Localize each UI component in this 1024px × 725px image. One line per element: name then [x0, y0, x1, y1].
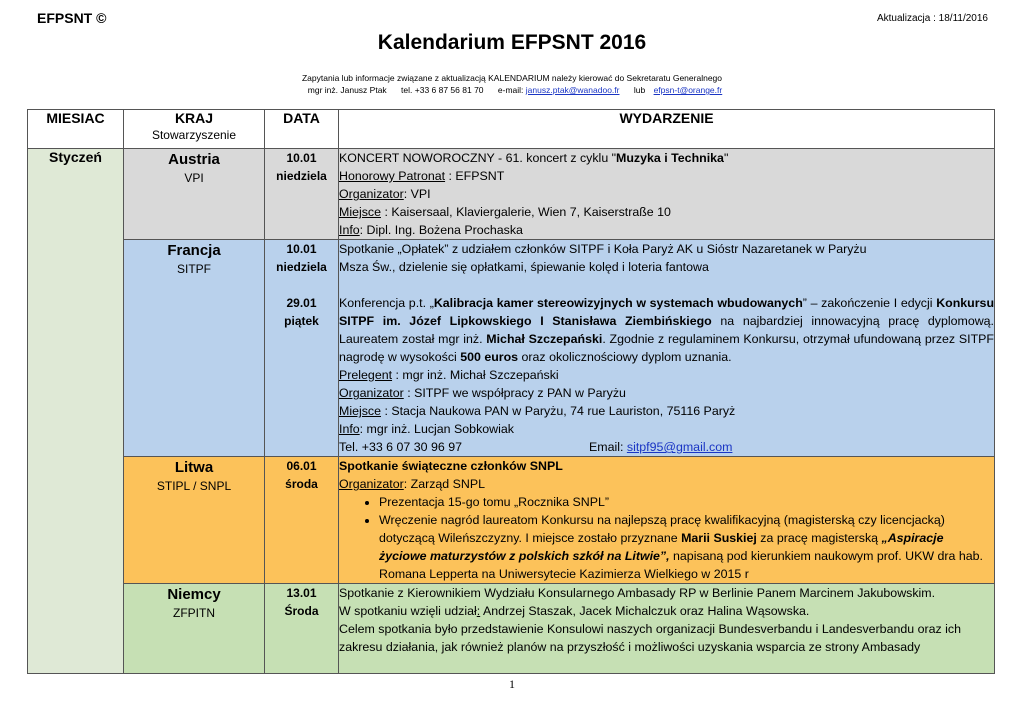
country-cell	[124, 240, 265, 457]
contact-email-link-1[interactable]: janusz.ptak@wanadoo.fr	[525, 85, 620, 95]
date-cell	[265, 240, 339, 457]
event-date: 06.01	[286, 459, 317, 473]
list-item: • Prezentacja 15-go tomu „Rocznika SNPL”	[379, 493, 994, 511]
association-name: STIPL / SNPL	[156, 479, 232, 493]
country-name: Niemcy	[167, 586, 221, 603]
association-name: ZFPITN	[173, 606, 215, 620]
event-date: 13.01	[286, 586, 317, 600]
table-row	[28, 584, 995, 674]
association-name: VPI	[184, 171, 204, 185]
table-row	[28, 457, 995, 584]
info-line: Info: Dipl. Ing. Bożena Prochaska	[339, 223, 523, 237]
col-country-subheader: Stowarzyszenie	[151, 128, 237, 142]
page-title: Kalendarium EFPSNT 2016	[377, 31, 647, 54]
country-name: Francja	[167, 242, 221, 259]
association-name: SITPF	[176, 262, 211, 276]
event-cell	[339, 457, 995, 584]
col-date-header: DATA	[265, 110, 339, 149]
event-cell	[339, 149, 995, 240]
event-cell	[339, 584, 995, 674]
event-line: Spotkanie „Opłatek” z udziałem członków SITPF i Koła Paryż AK u Sióstr Nazaretanek w Paryżu	[339, 242, 867, 256]
info-line: Info: mgr inż. Lucjan Sobkowiak	[339, 422, 514, 436]
email-link[interactable]: sitpf95@gmail.com	[626, 440, 733, 454]
date-cell	[265, 584, 339, 674]
tel-email-line: Tel. +33 6 07 30 96 97 Email: sitpf95@gmail.com	[339, 440, 733, 454]
page-number: 1	[509, 677, 515, 691]
event-line: KONCERT NOWOROCZNY - 61. koncert z cyklu "Muzyka i Technika"	[339, 151, 729, 165]
calendar-table	[27, 109, 995, 674]
contact-tel: tel. +33 6 87 56 81 70	[401, 85, 484, 95]
col-event-header: WYDARZENIE	[339, 110, 995, 149]
country-cell	[124, 584, 265, 674]
contact-line	[0, 85, 1024, 95]
table-header-row	[28, 110, 995, 149]
event-line: Spotkanie z Kierownikiem Wydziału Konsularnego Ambasady RP w Berlinie Panem Marcinem Jakubowskim.	[339, 586, 936, 600]
event-cell	[339, 240, 995, 457]
event-title: Spotkanie świąteczne członków SNPL	[339, 459, 563, 473]
speaker-line: Prelegent : mgr inż. Michał Szczepański	[339, 368, 559, 382]
table-row	[28, 149, 995, 240]
col-country-header: KRAJ Stowarzyszenie	[124, 110, 265, 149]
event-date: 10.01	[286, 151, 317, 165]
month-cell: Styczeń	[28, 149, 124, 674]
org-name: EFPSNT ©	[37, 10, 107, 26]
col-month-header: MIESIAC	[28, 110, 124, 149]
organizer-line: Organizator: VPI	[339, 187, 431, 201]
patron-line: Honorowy Patronat : EFPSNT	[339, 169, 505, 183]
update-date: Aktualizacja : 18/11/2016	[876, 13, 988, 24]
event-day: niedziela	[276, 169, 327, 183]
event-day: Środa	[284, 604, 319, 618]
organizer-line: Organizator : SITPF we współpracy z PAN w Paryżu	[339, 386, 626, 400]
event-date: 10.01	[286, 242, 317, 256]
contact-or: lub	[633, 85, 646, 95]
country-name: Litwa	[174, 459, 214, 476]
event-day: niedziela	[276, 260, 327, 274]
event-day: środa	[285, 477, 318, 491]
event-day: piątek	[284, 314, 319, 328]
event-date: 29.01	[286, 296, 317, 310]
list-item: • Wręczenie nagród laureatom Konkursu na najlepszą pracę kwalifikacyjną (magisterską czy licencjacką) dotyczącą Wileńszczyzny. I miejsce zostało przyznane Marii Suskiej za pracę magisterską „Aspiracje życiowe maturzystów z polskich szkół na Litwie”, napisaną pod kierunkiem naukowym prof. UKW dra hab. Romana Lepperta na Uniwersytecie Kazimierza Wielkiego w 2015 r	[379, 511, 994, 583]
contact-email-link-2[interactable]: efpsn-t@orange.fr	[653, 85, 723, 95]
date-cell	[265, 457, 339, 584]
place-line: Miejsce : Kaisersaal, Klaviergalerie, Wien 7, Kaiserstraße 10	[339, 205, 671, 219]
event-line: Celem spotkania było przedstawienie Konsulowi naszych organizacji Bundesverbandu i Landesverbandu oraz ich zakresu działania, jak również planów na przyszłość i możliwości uzyskania wsparcia ze strony Ambasady	[339, 622, 961, 654]
event-bullets	[339, 493, 994, 583]
conference-description: Konferencja p.t. „Kalibracja kamer stereowizyjnych w systemach wbudowanych” – zakończenie I edycji Konkursu SITPF im. Józef Lipkowskiego I Stanisława Ziembińskiego na najbardziej innowacyjną pracę dyplomową. Laureatem został mgr inż. Michał Szczepański. Zgodnie z regulaminem Konkursu, otrzymał ufundowaną przez SITPF nagrodę w wysokości 500 euros oraz okolicznościowy dyplom uznania.	[339, 296, 995, 364]
event-line: W spotkaniu wzięli udział: Andrzej Staszak, Jacek Michalczuk oraz Halina Wąsowska.	[339, 604, 810, 618]
date-cell	[265, 149, 339, 240]
info-line: Zapytania lub informacje związane z aktualizacją KALENDARIUM należy kierować do Sekretaratu Generalnego	[301, 73, 722, 83]
contact-name: mgr inż. Janusz Ptak	[307, 85, 387, 95]
country-name: Austria	[168, 151, 220, 168]
table-row	[28, 240, 995, 457]
event-line: Msza Św., dzielenie się opłatkami, śpiewanie kolęd i loteria fantowa	[339, 260, 709, 274]
country-cell	[124, 149, 265, 240]
place-line: Miejsce : Stacja Naukowa PAN w Paryżu, 74 rue Lauriston, 75116 Paryż	[339, 404, 736, 418]
country-cell	[124, 457, 265, 584]
contact-email-label: e-mail: janusz.ptak@wanadoo.fr	[497, 85, 620, 95]
organizer-line: Organizator: Zarząd SNPL	[339, 477, 486, 491]
